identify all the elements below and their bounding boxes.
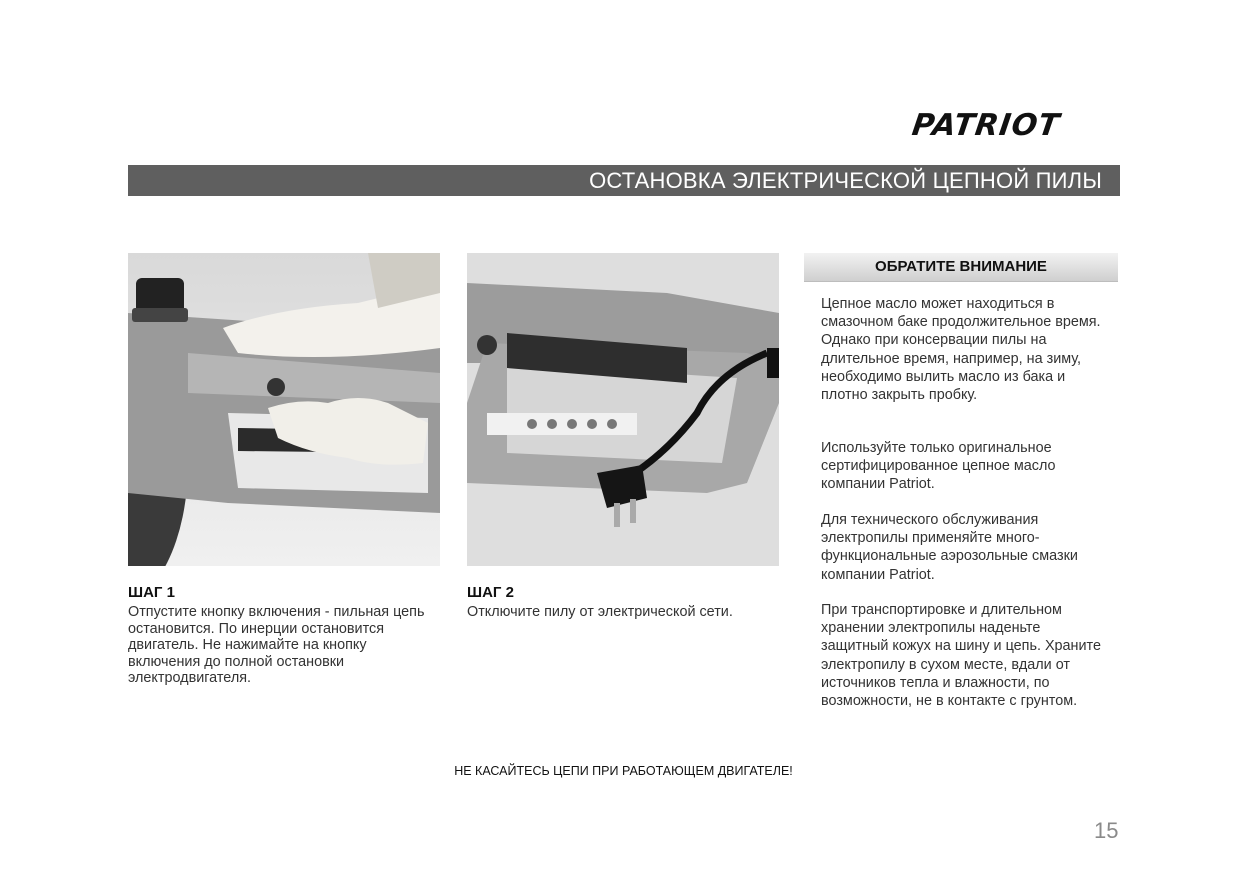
note-paragraph: Цепное масло может находиться в смазочном баке продолжительное время. Однако при консервации пилы на длительное время, например, на зиму, необходимо вылить масло из бака и плотно закрыть пробку. [821,296,1101,404]
section-title-bar [128,165,1120,196]
patriot-logo: PATRIOT [909,108,1063,143]
note-paragraph: Для технического обслуживания электропилы применяйте много-функциональные аэрозольные смазки компании Patriot. [821,512,1078,583]
note-paragraph: Используйте только оригинальное сертифицированное цепное масло компании Patriot. [821,440,1056,493]
step1-text: Отпустите кнопку включения - пильная цепь остановится. По инерции остановится двигатель. Не нажимайте на кнопку включения до полной остановки электродвигателя. [128,604,425,686]
note-heading: ОБРАТИТЕ ВНИМАНИЕ [804,253,1118,282]
page-number: 15 [1094,818,1119,843]
step1-title: ШАГ 1 [128,584,175,601]
page-title: ОСТАНОВКА ЭЛЕКТРИЧЕСКОЙ ЦЕПНОЙ ПИЛЫ [589,168,1102,193]
step1-photo [128,253,440,566]
step2-title: ШАГ 2 [467,584,514,601]
safety-warning: НЕ КАСАЙТЕСЬ ЦЕПИ ПРИ РАБОТАЮЩЕМ ДВИГАТЕЛЕ! [454,764,793,778]
step2-photo [467,253,779,566]
note-paragraph: При транспортировке и длительном хранении электропилы наденьте защитный кожух на шину и цепь. Храните электропилу в сухом месте, вдали от источников тепла и влажности, по возможности, не в контакте с грунтом. [821,602,1101,710]
step2-text: Отключите пилу от электрической сети. [467,604,733,620]
